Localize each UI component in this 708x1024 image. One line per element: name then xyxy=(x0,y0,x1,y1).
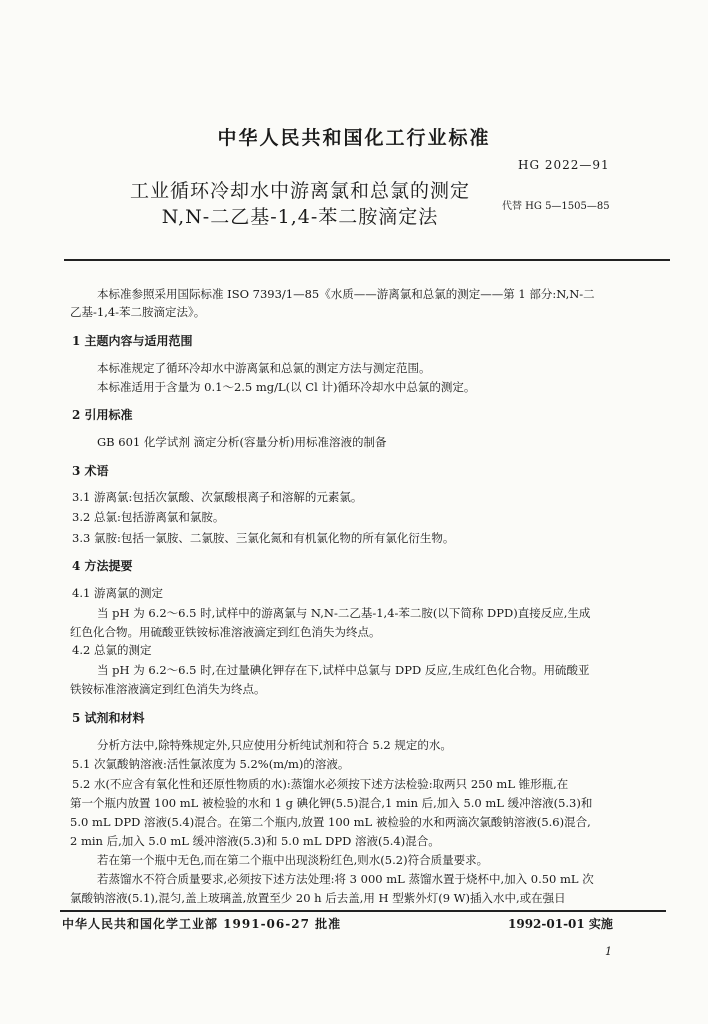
replaces-note: 代替 HG 5—1505—85 xyxy=(502,201,610,212)
intro-line2: 乙基-1,4-苯二胺滴定法》。 xyxy=(70,305,206,319)
item-5-1: 5.1 次氯酸钠溶液:活性氯浓度为 5.2%(m/m)的溶液。 xyxy=(72,757,350,771)
document-title-line1: 工业循环冷却水中游离氯和总氯的测定 xyxy=(129,180,470,202)
section2-heading: 2 引用标准 xyxy=(72,408,133,422)
section5-paragraph1: 分析方法中,除特殊规定外,只应使用分析纯试剂和符合 5.2 规定的水。 xyxy=(97,738,452,752)
standard-code: HG 2022—91 xyxy=(518,158,610,172)
header-divider xyxy=(64,259,670,261)
subsection-4-1: 4.1 游离氯的测定 xyxy=(72,586,163,600)
item-5-2-line1: 5.2 水(不应含有氧化性和还原性物质的水):蒸馏水必须按下述方法检验:取两只 250 mL 锥形瓶,在 xyxy=(72,777,569,791)
subsection-4-1-line2: 红色化合物。用硫酸亚铁铵标准溶液滴定到红色消失为终点。 xyxy=(70,625,381,639)
item-5-2-line3: 5.0 mL DPD 溶液(5.4)混合。在第二个瓶内,放置 100 mL 被检验的水和两滴次氯酸钠溶液(5.6)混合, xyxy=(70,815,591,829)
section1-heading: 1 主题内容与适用范围 xyxy=(72,334,193,348)
subsection-4-2-line2: 铁铵标准溶液滴定到红色消失为终点。 xyxy=(70,682,266,696)
standard-title: 中华人民共和国化工行业标准 xyxy=(217,127,491,149)
section3-heading: 3 术语 xyxy=(72,464,109,478)
section5-heading: 5 试剂和材料 xyxy=(72,711,145,725)
term-3-1: 3.1 游离氯:包括次氯酸、次氯酸根离子和溶解的元素氯。 xyxy=(72,490,363,504)
intro-line1: 本标准参照采用国际标准 ISO 7393/1—85《水质——游离氯和总氯的测定——第 1 部分:N,N-二 xyxy=(97,287,595,301)
section5-paragraph3-line1: 若蒸馏水不符合质量要求,必须按下述方法处理:将 3 000 mL 蒸馏水置于烧杯中,加入 0.50 mL 次 xyxy=(97,872,594,886)
subsection-4-2: 4.2 总氯的测定 xyxy=(72,643,152,657)
approval-date: 中华人民共和国化学工业部 1991-06-27 批准 xyxy=(62,917,342,931)
term-3-2: 3.2 总氯:包括游离氯和氯胺。 xyxy=(72,510,225,524)
section5-paragraph3-line2: 氯酸钠溶液(5.1),混匀,盖上玻璃盖,放置至少 20 h 后去盖,用 H 型紫外灯(9 W)插入水中,或在强日 xyxy=(70,891,566,905)
section4-heading: 4 方法提要 xyxy=(72,559,133,573)
section5-paragraph2: 若在第一个瓶中无色,而在第二个瓶中出现淡粉红色,则水(5.2)符合质量要求。 xyxy=(97,853,489,867)
implementation-date: 1992-01-01 实施 xyxy=(508,917,613,931)
section1-paragraph1: 本标准规定了循环冷却水中游离氯和总氯的测定方法与测定范围。 xyxy=(97,361,431,375)
item-5-2-line2: 第一个瓶内放置 100 mL 被检验的水和 1 g 碘化钾(5.5)混合,1 min 后,加入 5.0 mL 缓冲溶液(5.3)和 xyxy=(70,796,593,810)
term-3-3: 3.3 氯胺:包括一氯胺、二氯胺、三氯化氮和有机氯化物的所有氯化衍生物。 xyxy=(72,531,455,545)
section1-paragraph2: 本标准适用于含量为 0.1～2.5 mg/L(以 Cl 计)循环冷却水中总氯的测定。 xyxy=(97,380,476,394)
document-title-line2: N,N-二乙基-1,4-苯二胺滴定法 xyxy=(161,206,439,228)
footer-divider xyxy=(60,910,666,912)
section2-reference: GB 601 化学试剂 滴定分析(容量分析)用标准溶液的制备 xyxy=(97,435,387,449)
subsection-4-1-line1: 当 pH 为 6.2～6.5 时,试样中的游离氯与 N,N-二乙基-1,4-苯二胺(以下简称 DPD)直接反应,生成 xyxy=(97,606,591,620)
subsection-4-2-line1: 当 pH 为 6.2～6.5 时,在过量碘化钾存在下,试样中总氯与 DPD 反应,生成红色化合物。用硫酸亚 xyxy=(97,663,590,677)
item-5-2-line4: 2 min 后,加入 5.0 mL 缓冲溶液(5.3)和 5.0 mL DPD 溶液(5.4)混合。 xyxy=(70,834,440,848)
page-number: 1 xyxy=(605,945,612,958)
